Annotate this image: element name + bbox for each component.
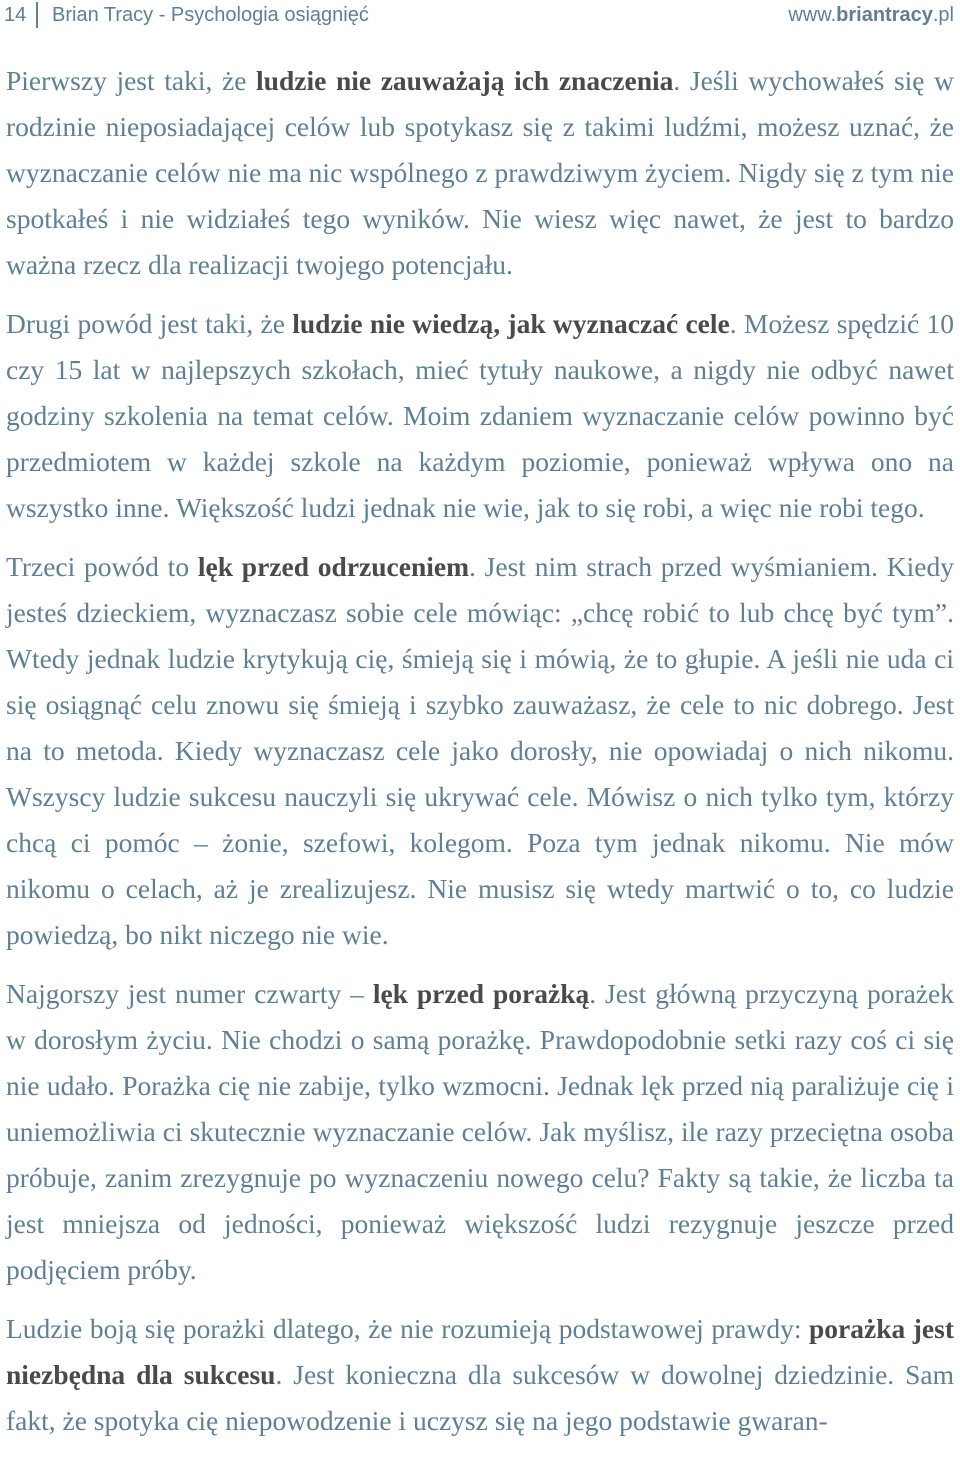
emphasis-text: lęk przed odrzuceniem — [197, 551, 470, 582]
emphasis-text: porażka jest niezbędna dla sukcesu — [6, 1313, 955, 1390]
text-run: Drugi powód jest taki, że — [6, 308, 293, 339]
text-run: . Możesz spędzić 10 czy 15 lat w najlepszych szkołach, mieć tytuły naukowe, a nigdy nie odbyć nawet godziny szkolenia na temat celów. Moim zdaniem wyznaczanie celów powinno być przedmiotem w każdej szkole na każdym poziomie, ponieważ wpływa ono na wszystko inne. Większość ludzi jednak nie wie, jak to się robi, a więc nie robi tego. — [6, 308, 954, 523]
text-run: Pierwszy jest taki, że — [6, 65, 257, 96]
page-header — [0, 0, 960, 34]
text-run: Najgorszy jest numer czwarty – — [6, 978, 373, 1009]
header-divider — [36, 2, 38, 28]
paragraph-4 — [6, 971, 954, 1293]
book-title: Brian Tracy - Psychologia osiągnięć — [52, 4, 369, 26]
text-run: Trzeci powód to — [6, 551, 198, 582]
emphasis-text: lęk przed porażką — [372, 978, 590, 1009]
body-text — [6, 58, 954, 1457]
emphasis-text: ludzie nie zauważają ich znaczenia — [256, 65, 674, 96]
text-run: Ludzie boją się porażki dlatego, że nie rozumieją podstawowej prawdy: — [6, 1313, 809, 1344]
site-suffix: .pl — [932, 4, 954, 26]
text-run: . Jest główną przyczyną porażek w dorosłym życiu. Nie chodzi o samą porażkę. Prawdopodobnie setki razy coś ci się nie udało. Porażka cię nie zabije, tylko wzmocni. Jednak lęk przed nią paraliżuje cię i uniemożliwia ci skutecznie wyznaczanie celów. Jak myślisz, ile razy przeciętna osoba próbuje, zanim zrezygnuje po wyznaczeniu nowego celu? Fakty są takie, że liczba ta jest mniejsza od jedności, ponieważ większość ludzi rezygnuje jeszcze przed podjęciem próby. — [6, 978, 954, 1285]
website-link[interactable] — [788, 4, 954, 27]
text-run: . Jest nim strach przed wyśmianiem. Kiedy jesteś dzieckiem, wyznaczasz sobie cele mówiąc: „chcę robić to lub chcę być tym”. Wtedy jednak ludzie krytykują cię, śmieją się i mówią, że to głupie. A jeśli nie uda ci się osiągnąć celu znowu się śmieją i szybko zauważasz, że cele to nic dobrego. Jest na to metoda. Kiedy wyznaczasz cele jako dorosły, nie opowiadaj o nich nikomu. Wszyscy ludzie sukcesu nauczyli się ukrywać cele. Mówisz o nich tylko tym, którzy chcą ci pomóc – żonie, szefowi, kolegom. Poza tym jednak nikomu. Nie mów nikomu o celach, aż je zrealizujesz. Nie musisz się wtedy martwić o to, co ludzie powiedzą, bo nikt niczego nie wie. — [6, 551, 954, 950]
site-name: briantracy — [836, 4, 933, 26]
text-run: . Jeśli wychowałeś się w rodzinie nieposiadającej celów lub spotykasz się z takimi ludźmi, możesz uznać, że wyznaczanie celów nie ma nic wspólnego z prawdziwym życiem. Nigdy się z tym nie spotkałeś i nie widziałeś tego wyników. Nie wiesz więc nawet, że jest to bardzo ważna rzecz dla realizacji twojego potencjału. — [6, 65, 954, 280]
emphasis-text: ludzie nie wiedzą, jak wyznaczać cele — [292, 308, 730, 339]
paragraph-3 — [6, 544, 954, 958]
paragraph-2 — [6, 301, 954, 531]
site-prefix: www. — [788, 4, 837, 26]
page-number: 14 — [4, 4, 27, 26]
text-run: . Jest konieczna dla sukcesów w dowolnej dziedzinie. Sam fakt, że spotyka cię niepowodzenie i uczysz się na jego podstawie gwaran- — [6, 1359, 954, 1436]
paragraph-1 — [6, 58, 954, 288]
paragraph-5 — [6, 1306, 954, 1444]
